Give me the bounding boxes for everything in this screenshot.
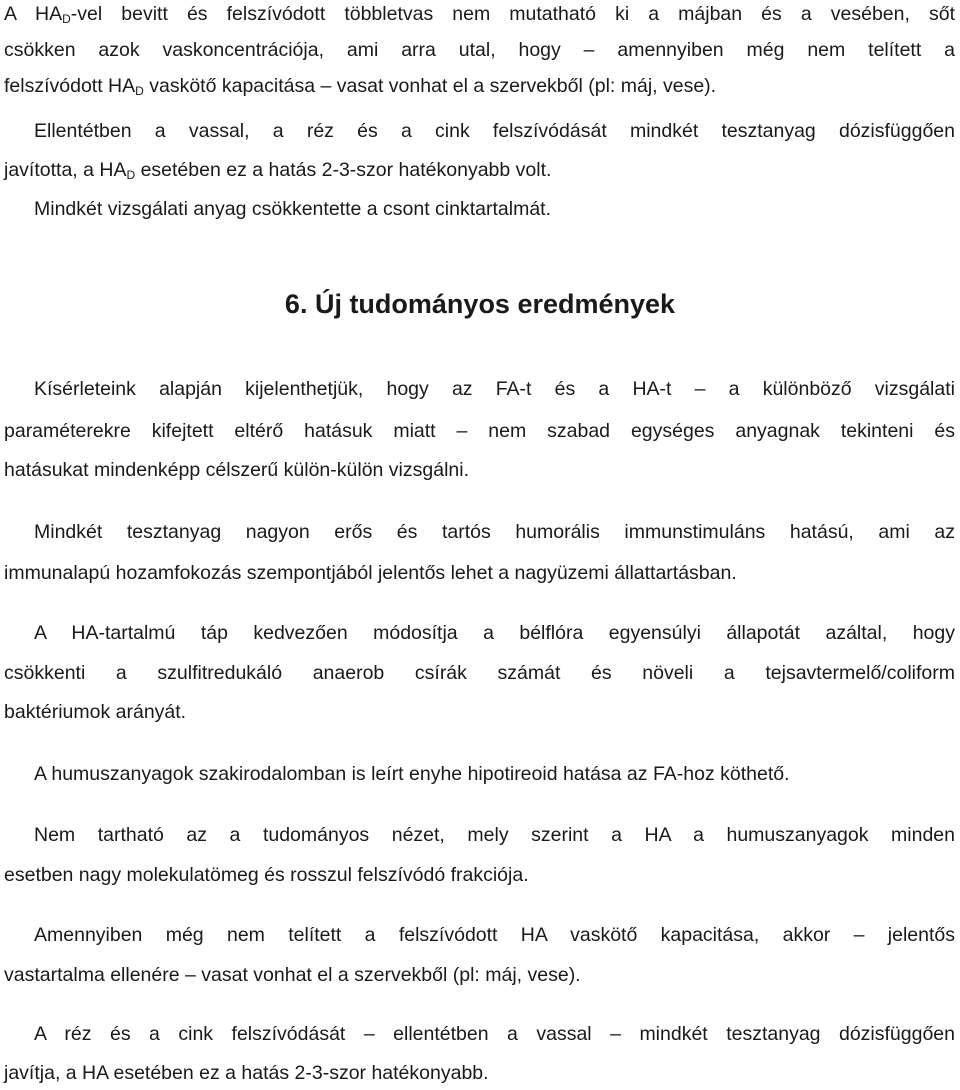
text-line: Mindkét vizsgálati anyag csökkentette a csont cinktartalmát. (34, 198, 551, 220)
text-line: A HA-tartalmú táp kedvezően módosítja a bélflóra egyensúlyi állapotát azáltal, hogy (34, 622, 955, 644)
text-line: A humuszanyagok szakirodalomban is leírt enyhe hipotireoid hatása az FA-hoz köthető. (34, 763, 790, 785)
text-line: vastartalma ellenére – vasat vonhat el a szervekből (pl: máj, vese). (4, 964, 581, 986)
text-line: A $HA_D$-vel bevitt és felszívódott többletvas nem mutatható ki a májban és a vesében, sőt (4, 3, 955, 26)
text-line: csökken azok vaskoncentrációja, ami arra utal, hogy – amennyiben még nem telített a (4, 39, 955, 61)
text-line: Amennyiben még nem telített a felszívódott HA vaskötő kapacitása, akkor – jelentős (34, 924, 955, 946)
text-line: Mindkét tesztanyag nagyon erős és tartós humorális immunstimuláns hatású, ami az (34, 521, 955, 543)
subscript: D (62, 12, 71, 26)
subscript: D (135, 84, 144, 98)
text-line: csökkenti a szulfitredukáló anaerob csírák számát és növeli a tejsavtermelő/coliform (4, 662, 955, 684)
text-line: Kísérleteink alapján kijelenthetjük, hogy az FA-t és a HA-t – a különböző vizsgálati (34, 378, 955, 400)
text-line: javítja, a HA esetében ez a hatás 2-3-szor hatékonyabb. (4, 1062, 489, 1084)
text-line: Ellentétben a vassal, a réz és a cink felszívódását mindkét tesztanyag dózisfüggően (34, 120, 955, 142)
text-line: Nem tartható az a tudományos nézet, mely szerint a HA a humuszanyagok minden (34, 824, 955, 846)
text-line: hatásukat mindenképp célszerű külön-külön vizsgálni. (4, 459, 470, 481)
text-line: felszívódott $HA_D$ vaskötő kapacitása – vasat vonhat el a szervekből (pl: máj, vese). (4, 75, 717, 98)
text-line: immunalapú hozamfokozás szempontjából jelentős lehet a nagyüzemi állattartásban. (4, 562, 737, 584)
text-line: baktériumok arányát. (4, 701, 187, 723)
section-heading: 6. Új tudományos eredmények (284, 289, 676, 319)
subscript: D (126, 168, 136, 182)
text-line: paraméterekre kifejtett eltérő hatásuk miatt – nem szabad egységes anyagnak tekinteni és (4, 420, 955, 442)
text-line: A réz és a cink felszívódását – ellentétben a vassal – mindkét tesztanyag dózisfüggően (34, 1023, 955, 1045)
text-line: esetben nagy molekulatömeg és rosszul felszívódó frakciója. (4, 864, 529, 886)
text-line: javította, a $HA_D$ esetében ez a hatás 2-3-szor hatékonyabb volt. (4, 159, 552, 182)
